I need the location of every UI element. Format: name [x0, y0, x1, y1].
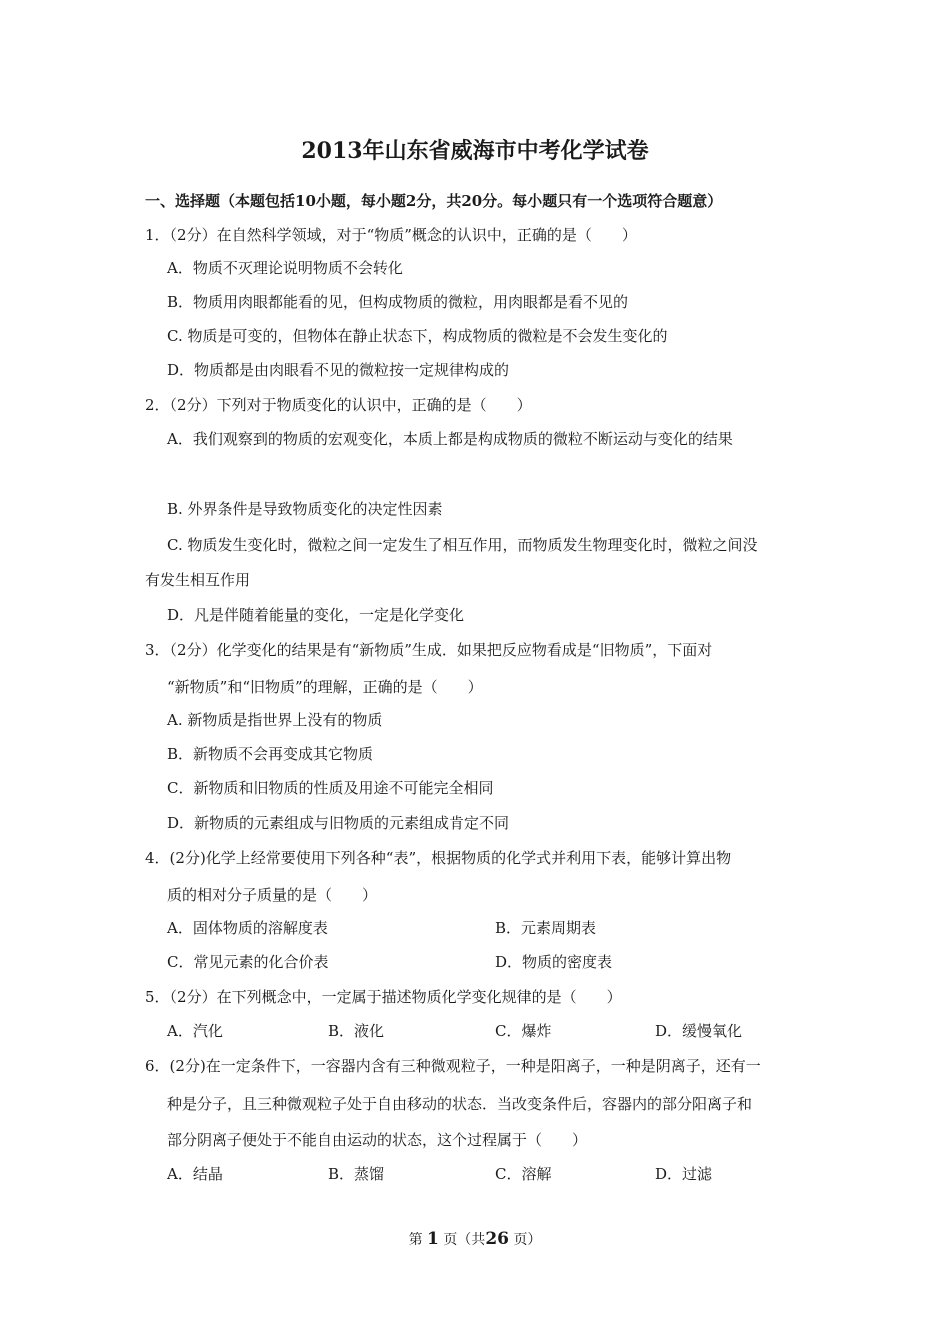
- question-4-stem-line2: 质的相对分子质量的是（ ）: [167, 886, 378, 904]
- question-5-option-b: B．液化: [328, 1022, 385, 1040]
- question-5-option-a: A．汽化: [167, 1022, 223, 1040]
- footer-total-pages: 26: [485, 1229, 509, 1249]
- question-2-option-c-line2: 有发生相互作用: [145, 571, 251, 589]
- section-header: 一、选择题（本题包括10小题，每小题2分，共20分。每小题只有一个选项符合题意）: [145, 192, 723, 210]
- footer-page-number: 1: [427, 1229, 439, 1249]
- page-title: 2013年山东省威海市中考化学试卷: [301, 138, 649, 164]
- question-6-stem-line3: 部分阴离子便处于不能自由运动的状态，这个过程属于（ ）: [167, 1131, 588, 1149]
- question-6-option-b: B．蒸馏: [328, 1165, 385, 1183]
- question-3-option-c: C．新物质和旧物质的性质及用途不可能完全相同: [167, 779, 494, 797]
- question-1-option-b: B．物质用肉眼都能看的见，但构成物质的微粒，用肉眼都是看不见的: [167, 293, 629, 311]
- question-6-option-a: A．结晶: [167, 1165, 223, 1183]
- page-footer: [0, 1229, 950, 1250]
- question-4-stem-line1: 4．(2分)化学上经常要使用下列各种“表”，根据物质的化学式并利用下表，能够计算出物: [145, 849, 732, 867]
- question-5-option-c: C．爆炸: [495, 1022, 552, 1040]
- question-2-option-b: B. 外界条件是导致物质变化的决定性因素: [167, 500, 443, 518]
- question-3-option-d: D．新物质的元素组成与旧物质的元素组成肯定不同: [167, 814, 510, 832]
- question-2-option-a: A．我们观察到的物质的宏观变化，本质上都是构成物质的微粒不断运动与变化的结果: [167, 430, 733, 448]
- footer-suffix: 页）: [513, 1232, 542, 1248]
- question-1-option-d: D．物质都是由肉眼看不见的微粒按一定规律构成的: [167, 361, 510, 379]
- question-2-option-d: D．凡是伴随着能量的变化，一定是化学变化: [167, 606, 465, 624]
- question-5-option-d: D．缓慢氧化: [655, 1022, 743, 1040]
- footer-prefix: 第: [408, 1232, 423, 1248]
- footer-middle: 页（共: [443, 1232, 486, 1248]
- question-6-stem-line1: 6．(2分)在一定条件下，一容器内含有三种微观粒子，一种是阳离子，一种是阴离子，还有一: [145, 1057, 761, 1075]
- question-4-option-d: D．物质的密度表: [495, 953, 613, 971]
- question-6-stem-line2: 种是分子，且三种微观粒子处于自由移动的状态．当改变条件后，容器内的部分阳离子和: [167, 1095, 753, 1113]
- question-4-option-b: B．元素周期表: [495, 919, 597, 937]
- question-2-stem: 2．（2分）下列对于物质变化的认识中，正确的是（ ）: [145, 396, 532, 414]
- question-1-option-c: C. 物质是可变的，但物体在静止状态下，构成物质的微粒是不会发生变化的: [167, 327, 668, 345]
- question-1-option-a: A．物质不灭理论说明物质不会转化: [167, 259, 403, 277]
- question-6-option-c: C．溶解: [495, 1165, 552, 1183]
- question-3-option-b: B．新物质不会再变成其它物质: [167, 745, 374, 763]
- question-1-stem: 1．（2分）在自然科学领域，对于“物质”概念的认识中，正确的是（ ）: [145, 226, 637, 244]
- question-3-option-a: A. 新物质是指世界上没有的物质: [167, 711, 383, 729]
- question-2-option-c-line1: C. 物质发生变化时，微粒之间一定发生了相互作用，而物质发生物理变化时，微粒之间没: [167, 536, 758, 554]
- question-5-stem: 5．（2分）在下列概念中，一定属于描述物质化学变化规律的是（ ）: [145, 988, 622, 1006]
- question-4-option-a: A．固体物质的溶解度表: [167, 919, 328, 937]
- question-3-stem-line1: 3．（2分）化学变化的结果是有“新物质”生成．如果把反应物看成是“旧物质”，下面对: [145, 641, 713, 659]
- question-6-option-d: D．过滤: [655, 1165, 713, 1183]
- question-4-option-c: C．常见元素的化合价表: [167, 953, 329, 971]
- question-3-stem-line2: “新物质”和“旧物质”的理解，正确的是（ ）: [167, 678, 483, 696]
